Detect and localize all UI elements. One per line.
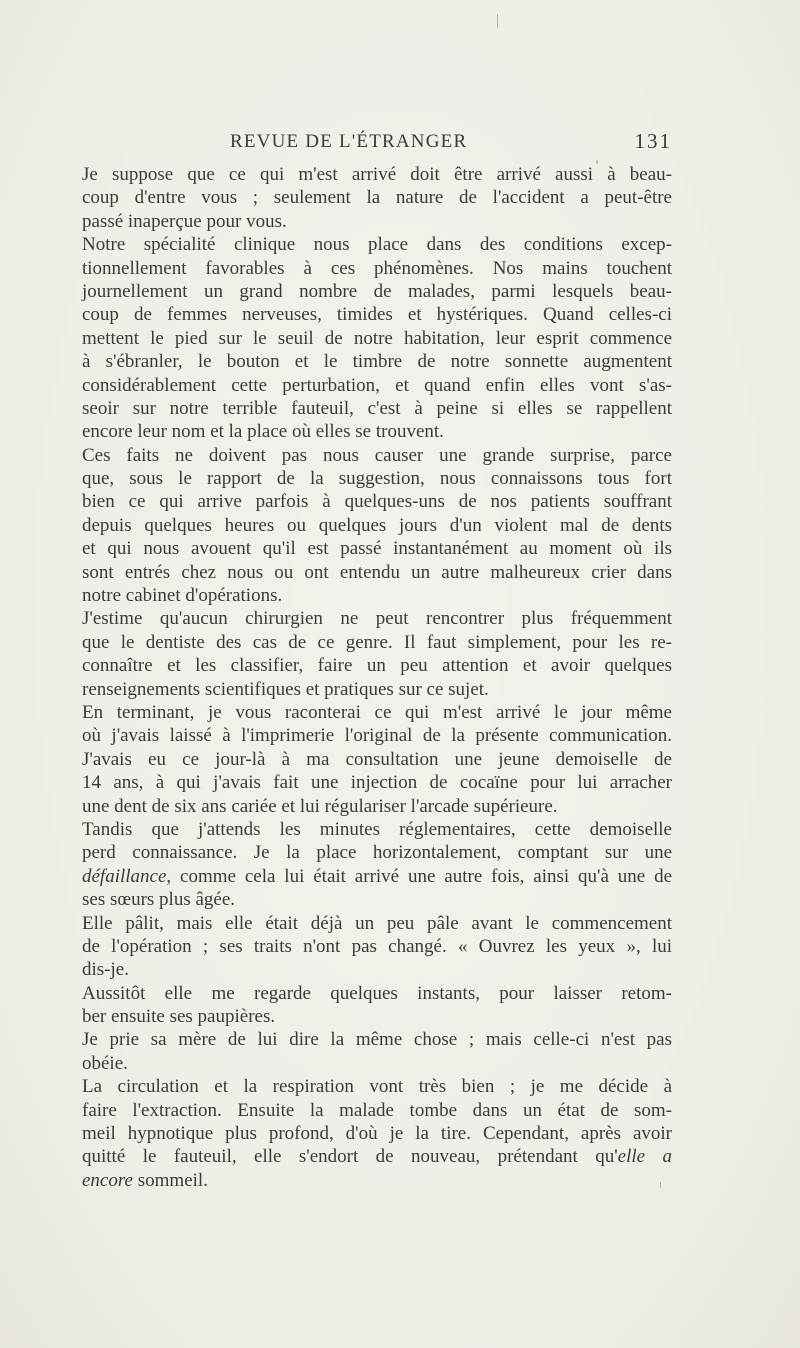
text-line: perd connaissance. Je la place horizontalement, comptant sur une — [82, 842, 672, 864]
text-line — [82, 865, 672, 888]
text-line: que le dentiste des cas de ce genre. Il faut simplement, pour les re- — [82, 631, 672, 653]
text-line: sont entrés chez nous ou ont entendu un autre malheureux crier dans — [82, 561, 672, 583]
text-line: meil hypnotique plus profond, d'où je la tire. Cependant, après avoir — [82, 1123, 672, 1145]
text-line: coup de femmes nerveuses, timides et hystériques. Quand celles-ci — [82, 304, 672, 326]
text-line: mettent le pied sur le seuil de notre habitation, leur esprit commence — [82, 327, 672, 349]
text-line: Tandis que j'attends les minutes réglementaires, cette demoiselle — [82, 818, 672, 840]
text-line: et qui nous avouent qu'il est passé instantanément au moment où ils — [82, 538, 672, 560]
text-line: connaître et les classifier, faire un peu attention et avoir quelques — [82, 655, 672, 677]
text-line: En terminant, je vous raconterai ce qui m'est arrivé le jour même — [82, 701, 672, 723]
text-line: que, sous le rapport de la suggestion, nous connaissons tous fort — [82, 468, 672, 490]
text-line: depuis quelques heures ou quelques jours d'un violent mal de dents — [82, 514, 672, 536]
text-line: J'estime qu'aucun chirurgien ne peut rencontrer plus fréquemment — [82, 608, 672, 630]
text-line: renseignements scientifiques et pratiques sur ce sujet. — [82, 678, 489, 700]
text-line: notre cabinet d'opérations. — [82, 585, 283, 607]
text-line: tionnellement favorables à ces phénomènes. Nos mains touchent — [82, 257, 672, 279]
text-line: de l'opération ; ses traits n'ont pas changé. « Ouvrez les yeux », lui — [82, 935, 672, 957]
text-line: seoir sur notre terrible fauteuil, c'est à peine si elles se rappellent — [82, 397, 672, 419]
text-line: coup d'entre vous ; seulement la nature de l'accident a peut-être — [82, 187, 672, 209]
text-line — [82, 1145, 672, 1168]
paragraph — [82, 701, 672, 748]
text-line: Aussitôt elle me regarde quelques instants, pour laisser retom- — [82, 982, 672, 1004]
paragraph — [82, 818, 672, 912]
text-line: ses sœurs plus âgée. — [82, 889, 236, 911]
paper-speck — [497, 14, 498, 28]
text-line: Je prie sa mère de lui dire la même chose ; mais celle-ci n'est pas — [82, 1029, 672, 1051]
text-line: considérablement cette perturbation, et quand enfin elles vont s'as- — [82, 374, 672, 396]
paragraph — [82, 233, 672, 444]
italic-word: défaillance — [82, 865, 167, 887]
paragraph — [82, 748, 672, 818]
paragraph — [82, 982, 672, 1029]
text-line: à s'ébranler, le bouton et le timbre de notre sonnette augmentent — [82, 351, 672, 373]
italic-word: encore — [82, 1169, 133, 1191]
paragraph — [82, 1028, 672, 1075]
text-line: Notre spécialité clinique nous place dans des conditions excep- — [82, 234, 672, 256]
paragraph — [82, 444, 672, 608]
text-fragment: , comme cela lui était arrivé une autre fois, ainsi qu'à une de — [166, 865, 672, 887]
text-line: où j'avais laissé à l'imprimerie l'original de la présente communication. — [82, 725, 672, 747]
paragraph — [82, 607, 672, 701]
text-fragment: sommeil. — [133, 1169, 208, 1191]
text-line: Ces faits ne doivent pas nous causer une grande surprise, parce — [82, 444, 672, 466]
text-line: obéie. — [82, 1052, 128, 1074]
paper-speck — [596, 160, 598, 164]
body-text — [82, 163, 672, 1192]
text-line — [82, 1169, 672, 1192]
text-line: dis-je. — [82, 959, 129, 981]
paragraph — [82, 1075, 672, 1192]
text-line: passé inaperçue pour vous. — [82, 210, 287, 232]
text-line: faire l'extraction. Ensuite la malade tombe dans un état de som- — [82, 1099, 672, 1121]
text-line: bien ce qui arrive parfois à quelques-uns de nos patients souffrant — [82, 491, 672, 513]
text-line: encore leur nom et la place où elles se trouvent. — [82, 421, 444, 443]
running-title: REVUE DE L'ÉTRANGER — [230, 131, 468, 152]
paper-speck — [660, 1182, 661, 1188]
text-line: ber ensuite ses paupières. — [82, 1006, 276, 1028]
text-line: Je suppose que ce qui m'est arrivé doit être arrivé aussi à beau- — [82, 164, 672, 185]
text-line: J'avais eu ce jour-là à ma consultation une jeune demoiselle de — [82, 748, 672, 770]
text-line: Elle pâlit, mais elle était déjà un peu pâle avant le commencement — [82, 912, 672, 934]
text-line: La circulation et la respiration vont très bien ; je me décide à — [82, 1076, 672, 1098]
page-header — [82, 127, 672, 161]
text-fragment: quitté le fauteuil, elle s'endort de nouveau, prétendant qu' — [82, 1146, 618, 1168]
page-number: 131 — [634, 129, 672, 153]
paragraph — [82, 163, 672, 233]
text-line: journellement un grand nombre de malades, parmi lesquels beau- — [82, 280, 672, 302]
text-line: une dent de six ans cariée et lui régulariser l'arcade supérieure. — [82, 795, 558, 817]
text-line: 14 ans, à qui j'avais fait une injection de cocaïne pour lui arracher — [82, 772, 672, 794]
paragraph — [82, 912, 672, 982]
italic-word: elle a — [617, 1146, 672, 1168]
